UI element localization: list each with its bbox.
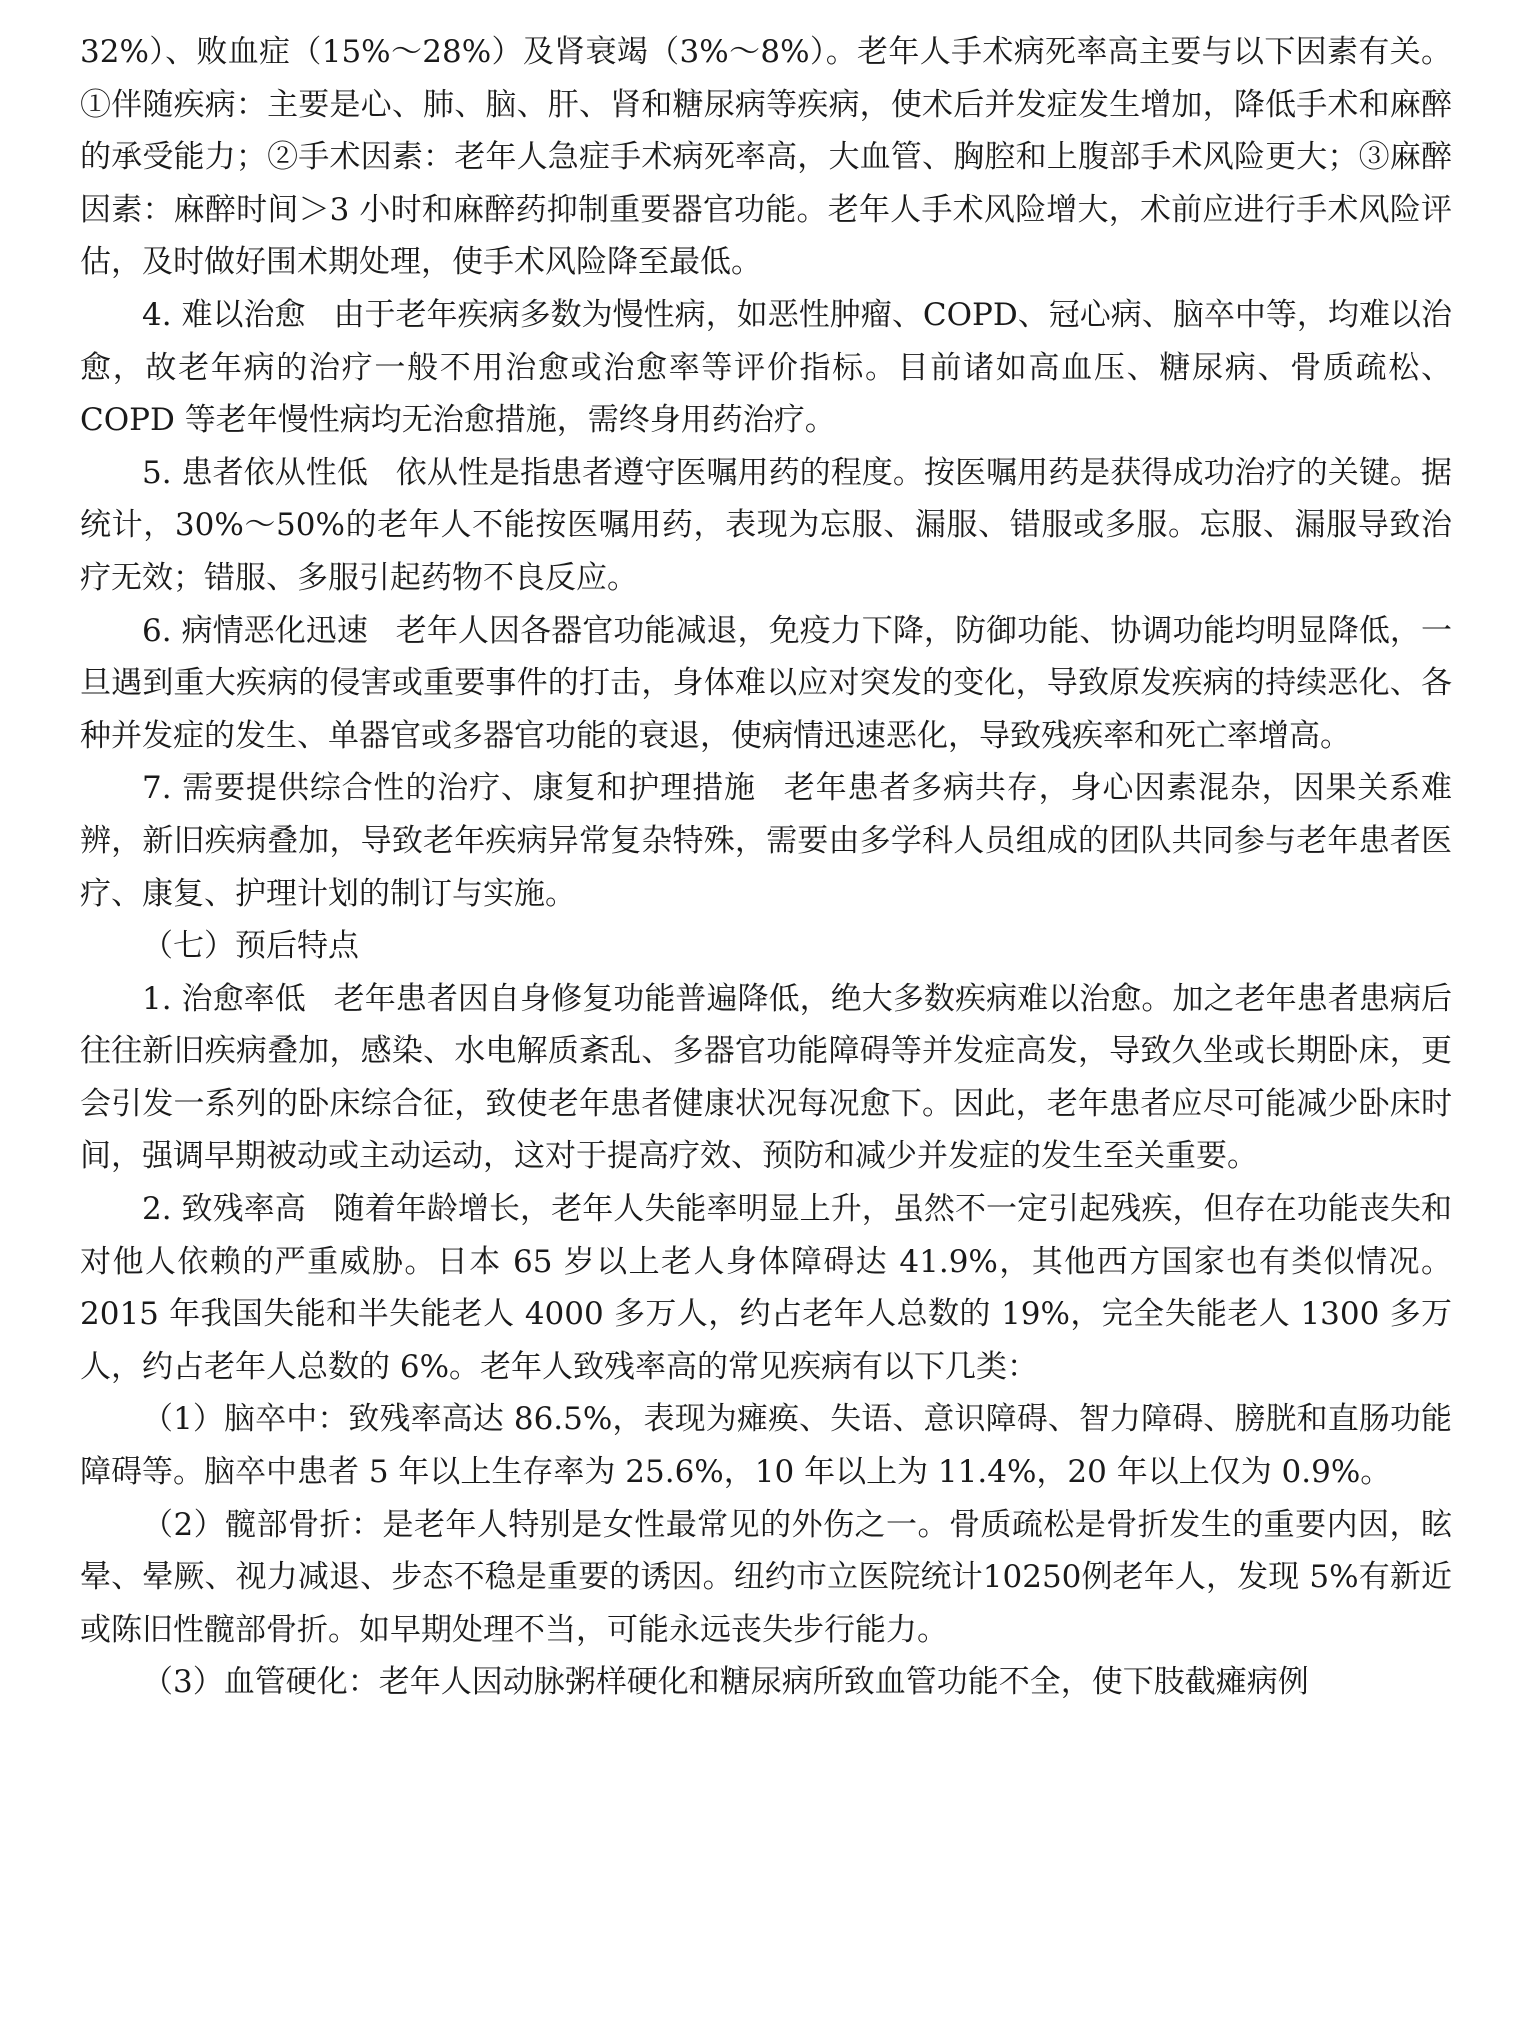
- paragraph-lead: 7. 需要提供综合性的治疗、康复和护理措施: [142, 770, 756, 807]
- paragraph-high-disability-rate: [80, 1183, 1452, 1393]
- paragraph-text: 随着年龄增长，老年人失能率明显上升，虽然不一定引起残疾，但存在功能丧失和对他人依赖的严重威胁。日本 65 岁以上老人身体障碍达 41.9%，其他西方国家也有类似情况。2015 年我国失能和半失能老人 4000 多万人，约占老年人总数的 19%，完全失能老人 1300 多万人，约占老年人总数的 6%。老年人致残率高的常见疾病有以下几类：: [80, 1191, 1452, 1385]
- section-heading: （七）预后特点: [142, 928, 359, 965]
- paragraph-lead: 5. 患者依从性低: [142, 454, 368, 491]
- paragraph-low-compliance: [80, 447, 1452, 605]
- paragraph-text: （3）血管硬化：老年人因动脉粥样硬化和糖尿病所致血管功能不全，使下肢截瘫病例: [142, 1664, 1309, 1701]
- paragraph-text: 老年患者多病共存，身心因素混杂，因果关系难辨，新旧疾病叠加，导致老年疾病异常复杂特殊，需要由多学科人员组成的团队共同参与老年患者医疗、康复、护理计划的制订与实施。: [80, 770, 1452, 912]
- paragraph-stroke: [80, 1393, 1452, 1498]
- paragraph-rapid-deterioration: [80, 605, 1452, 763]
- paragraph-surgical-risk: [80, 26, 1452, 289]
- document-page: [80, 26, 1452, 1709]
- paragraph-text: 32%）、败血症（15%～28%）及肾衰竭（3%～8%）。老年人手术病死率高主要与以下因素有关。①伴随疾病：主要是心、肺、脑、肝、肾和糖尿病等疾病，使术后并发症发生增加，降低手术和麻醉的承受能力；②手术因素：老年人急症手术病死率高，大血管、胸腔和上腹部手术风险更大；③麻醉因素：麻醉时间＞3 小时和麻醉药抑制重要器官功能。老年人手术风险增大，术前应进行手术风险评估，及时做好围术期处理，使手术风险降至最低。: [80, 34, 1452, 281]
- paragraph-text: （2）髋部骨折：是老年人特别是女性最常见的外伤之一。骨质疏松是骨折发生的重要内因，眩晕、晕厥、视力减退、步态不稳是重要的诱因。纽约市立医院统计10250例老年人，发现 5%有新近或陈旧性髋部骨折。如早期处理不当，可能永远丧失步行能力。: [80, 1506, 1452, 1648]
- paragraph-vascular-sclerosis: [80, 1656, 1452, 1709]
- paragraph-lead: 4. 难以治愈: [142, 296, 306, 333]
- paragraph-text: 依从性是指患者遵守医嘱用药的程度。按医嘱用药是获得成功治疗的关键。据统计，30%～50%的老年人不能按医嘱用药，表现为忘服、漏服、错服或多服。忘服、漏服导致治疗无效；错服、多服引起药物不良反应。: [80, 454, 1452, 596]
- paragraph-text: （1）脑卒中：致残率高达 86.5%，表现为瘫痪、失语、意识障碍、智力障碍、膀胱和直肠功能障碍等。脑卒中患者 5 年以上生存率为 25.6%，10 年以上为 11.4%，20 年以上仅为 0.9%。: [80, 1401, 1452, 1491]
- paragraph-comprehensive-care: [80, 762, 1452, 920]
- paragraph-hard-to-cure: [80, 289, 1452, 447]
- paragraph-lead: 1. 治愈率低: [142, 980, 306, 1017]
- paragraph-text: 老年患者因自身修复功能普遍降低，绝大多数疾病难以治愈。加之老年患者患病后往往新旧疾病叠加，感染、水电解质紊乱、多器官功能障碍等并发症高发，导致久坐或长期卧床，更会引发一系列的卧床综合征，致使老年患者健康状况每况愈下。因此，老年患者应尽可能减少卧床时间，强调早期被动或主动运动，这对于提高疗效、预防和减少并发症的发生至关重要。: [80, 980, 1452, 1175]
- paragraph-text: 由于老年疾病多数为慢性病，如恶性肿瘤、COPD、冠心病、脑卒中等，均难以治愈，故老年病的治疗一般不用治愈或治愈率等评价指标。目前诸如高血压、糖尿病、骨质疏松、COPD 等老年慢性病均无治愈措施，需终身用药治疗。: [80, 296, 1452, 439]
- paragraph-lead: 6. 病情恶化迅速: [142, 612, 368, 649]
- paragraph-text: 老年人因各器官功能减退，免疫力下降，防御功能、协调功能均明显降低，一旦遇到重大疾病的侵害或重要事件的打击，身体难以应对突发的变化，导致原发疾病的持续恶化、各种并发症的发生、单器官或多器官功能的衰退，使病情迅速恶化，导致残疾率和死亡率增高。: [80, 612, 1452, 754]
- paragraph-hip-fracture: [80, 1499, 1452, 1657]
- paragraph-low-cure-rate: [80, 973, 1452, 1183]
- paragraph-lead: 2. 致残率高: [142, 1191, 306, 1228]
